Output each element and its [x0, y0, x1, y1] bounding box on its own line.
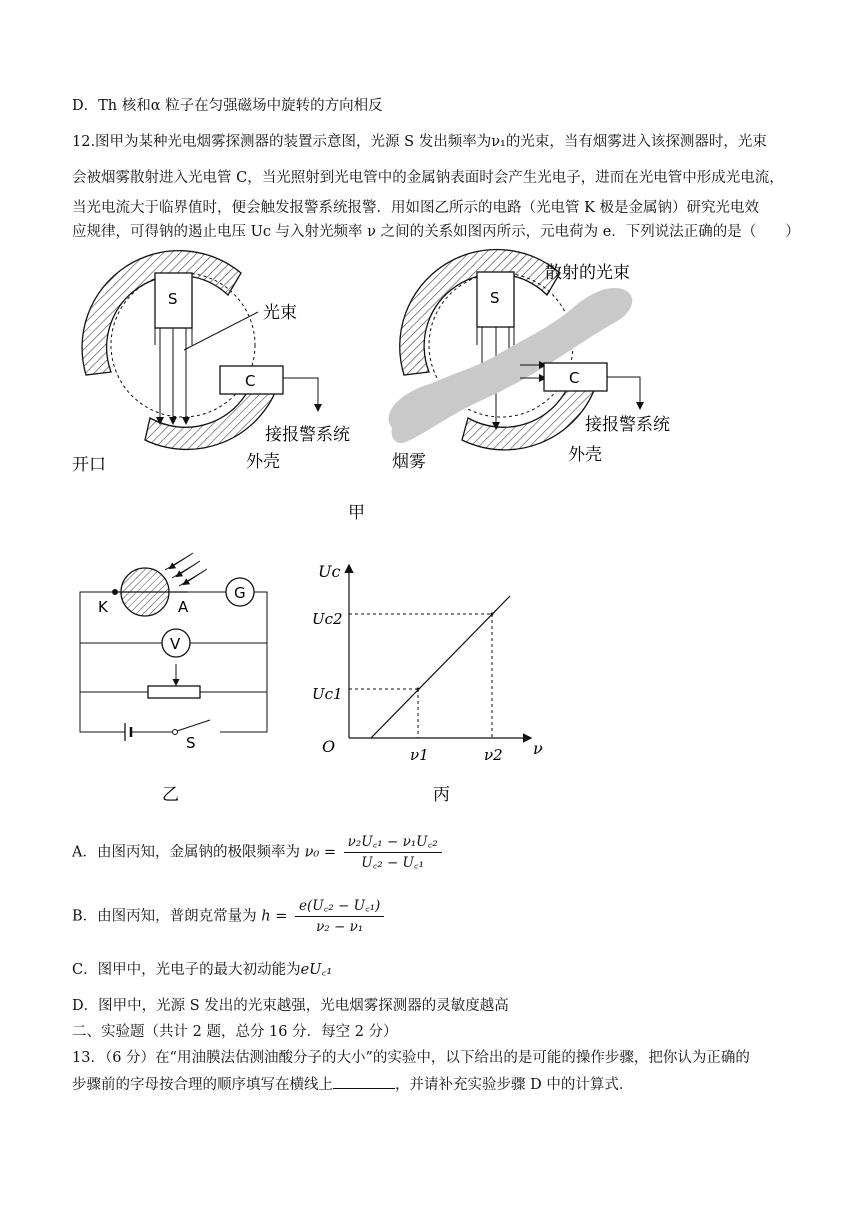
uc2-label: Uc2: [312, 610, 343, 628]
option-a-numerator: ν₂U꜀₁ − ν₁U꜀₂: [344, 834, 442, 853]
q12-line-1: 12.图甲为某种光电烟雾探测器的装置示意图，光源 S 发出频率为ν₁的光束，当有烟雾进入该探测器时，光束: [72, 134, 767, 150]
option-a: [72, 834, 445, 871]
a-label: A: [178, 598, 189, 616]
s-label-right: S: [490, 289, 500, 307]
v2-label: ν2: [484, 746, 503, 764]
answer-blank[interactable]: [333, 1074, 395, 1089]
option-d: D．图甲中，光源 S 发出的光束越强，光电烟雾探测器的灵敏度越高: [72, 998, 509, 1014]
figure-yi-caption: 乙: [162, 785, 179, 805]
option-b-lhs: h =: [261, 908, 288, 925]
shell-label-left: 外壳: [246, 452, 280, 472]
c-label-right: C: [569, 369, 580, 387]
figure-jia-caption: 甲: [348, 503, 365, 523]
option-c-expr: eU꜀₁: [300, 962, 333, 978]
option-b-numerator: e(U꜀₂ − U꜀₁): [295, 898, 384, 917]
option-a-text: A．由图丙知，金属钠的极限频率为: [72, 844, 300, 861]
option-a-lhs: ν₀ =: [304, 844, 336, 861]
s-label-left: S: [168, 290, 178, 308]
q13-line-2-b: ，并请补充实验步骤 D 中的计算式．: [395, 1077, 634, 1093]
option-d-previous: D．Th 核和α 粒子在匀强磁场中旋转的方向相反: [72, 98, 383, 114]
option-b-fraction: [295, 898, 384, 935]
option-c: [72, 960, 332, 980]
option-c-text: C．图甲中，光电子的最大初动能为: [72, 962, 301, 978]
figure-bing-caption: 丙: [433, 785, 450, 805]
v1-label: ν1: [410, 746, 429, 764]
option-b-denominator: ν₂ − ν₁: [316, 919, 364, 935]
q13-line-2-a: 步骤前的字母按合理的顺序填写在横线上: [72, 1077, 333, 1093]
g-label: G: [234, 584, 246, 602]
k-label: K: [98, 598, 108, 616]
q12-line-4: 应规律，可得钠的遏止电压 Uc 与入射光频率 ν 之间的关系如图丙所示，元电荷为 e．下列说法正确的是（ ）: [72, 224, 800, 240]
origin-label: O: [322, 737, 336, 756]
alarm-label-right: 接报警系统: [585, 415, 670, 435]
scattered-beam-label: 散射的光束: [545, 263, 630, 283]
y-axis-label: Uc: [318, 562, 341, 581]
c-label-left: C: [245, 372, 256, 390]
v-label: V: [170, 635, 181, 653]
section-2-heading: 二、实验题（共计 2 题，总分 16 分．每空 2 分）: [72, 1024, 398, 1040]
option-a-fraction: [344, 834, 442, 871]
q12-line-2: 会被烟雾散射进入光电管 C，当光照射到光电管中的金属钠表面时会产生光电子，进而在光电管中形成光电流，: [72, 170, 784, 186]
opening-label: 开口: [72, 455, 106, 475]
smoke-label: 烟雾: [392, 452, 426, 472]
uc-nu-line: [371, 596, 510, 738]
q13-line-1: 13．（6 分）在“用油膜法估测油酸分子的大小”的实验中，以下给出的是可能的操作步骤，把你认为正确的: [72, 1050, 750, 1066]
option-b-text: B．由图丙知，普朗克常量为: [72, 908, 257, 925]
uc1-label: Uc1: [312, 685, 343, 703]
shell-label-right: 外壳: [568, 445, 602, 465]
alarm-label-left: 接报警系统: [265, 425, 350, 445]
q12-line-3: 当光电流大于临界值时，便会触发报警系统报警．用如图乙所示的电路（光电管 K 极是金属钠）研究光电效: [72, 200, 760, 216]
x-axis-label: ν: [533, 739, 543, 758]
option-a-denominator: U꜀₂ − U꜀₁: [361, 855, 425, 871]
q13-line-2: [72, 1074, 633, 1095]
beam-label: 光束: [263, 303, 297, 323]
switch-s-label: S: [186, 734, 196, 752]
option-b: [72, 898, 387, 935]
